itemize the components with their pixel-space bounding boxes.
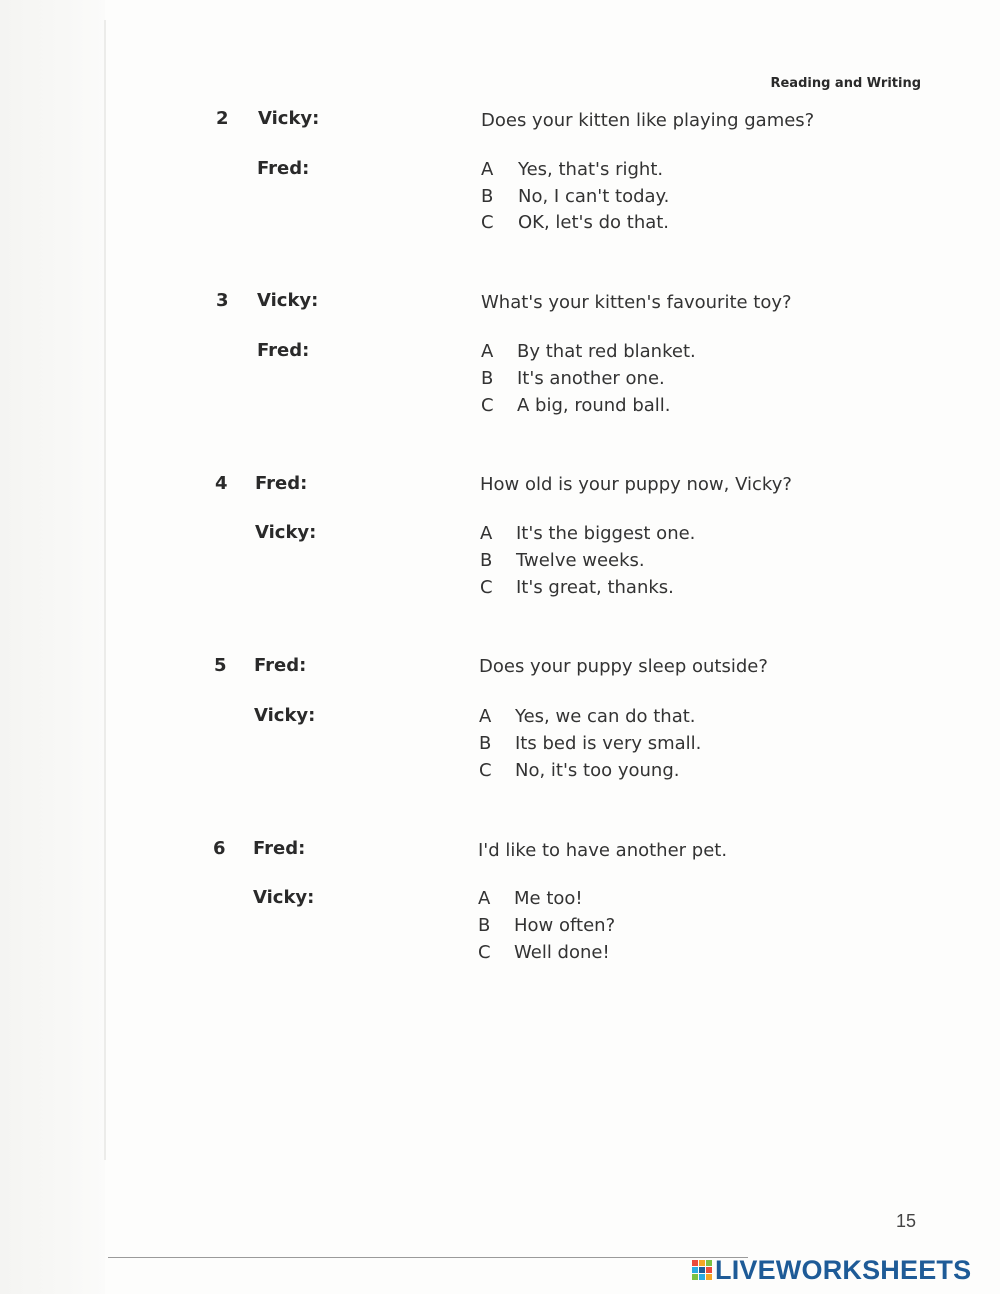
option-c-letter: C: [481, 395, 494, 416]
page-number: 15: [896, 1211, 917, 1231]
speaker-prompt: Vicky:: [258, 108, 320, 129]
option-a[interactable]: By that red blanket.: [517, 341, 696, 362]
speaker-prompt: Fred:: [255, 473, 308, 494]
liveworksheets-logo-text: LIVEWORKSHEETS: [715, 1255, 972, 1285]
option-c[interactable]: It's great, thanks.: [516, 577, 674, 598]
option-a-letter: A: [481, 159, 494, 180]
question-number: 5: [214, 655, 227, 676]
option-b[interactable]: Twelve weeks.: [516, 550, 645, 571]
option-c[interactable]: OK, let's do that.: [518, 212, 670, 233]
liveworksheets-logo-icon: [692, 1260, 712, 1280]
option-c[interactable]: Well done!: [514, 942, 610, 963]
option-b[interactable]: No, I can't today.: [518, 186, 670, 207]
prompt-text: What's your kitten's favourite toy?: [481, 292, 792, 313]
speaker-response: Vicky:: [255, 522, 317, 543]
option-a-letter: A: [479, 706, 492, 727]
option-c-letter: C: [481, 212, 494, 233]
option-b-letter: B: [481, 186, 494, 207]
option-c[interactable]: A big, round ball.: [517, 395, 671, 416]
scan-margin-shadow: [0, 0, 105, 1294]
prompt-text: Does your kitten like playing games?: [481, 110, 815, 131]
option-a-letter: A: [478, 888, 491, 909]
liveworksheets-logo[interactable]: [692, 1256, 971, 1284]
prompt-text: Does your puppy sleep outside?: [479, 656, 768, 677]
option-b[interactable]: Its bed is very small.: [515, 733, 702, 754]
option-c-letter: C: [478, 942, 491, 963]
footer-divider: [108, 1257, 748, 1258]
option-b[interactable]: How often?: [514, 915, 616, 936]
option-b-letter: B: [479, 733, 492, 754]
option-b-letter: B: [481, 368, 494, 389]
option-b-letter: B: [478, 915, 491, 936]
option-a[interactable]: Me too!: [514, 888, 583, 909]
option-a-letter: A: [480, 523, 493, 544]
option-a[interactable]: It's the biggest one.: [516, 523, 696, 544]
option-c[interactable]: No, it's too young.: [515, 760, 680, 781]
prompt-text: I'd like to have another pet.: [478, 840, 728, 861]
section-header: Reading and Writing: [770, 76, 921, 91]
option-b[interactable]: It's another one.: [517, 368, 665, 389]
question-number: 3: [216, 290, 229, 311]
option-c-letter: C: [480, 577, 493, 598]
option-a[interactable]: Yes, we can do that.: [515, 706, 696, 727]
option-c-letter: C: [479, 760, 492, 781]
question-number: 2: [216, 108, 229, 129]
speaker-response: Fred:: [257, 158, 310, 179]
scan-margin-edge: [104, 20, 106, 1160]
option-a-letter: A: [481, 341, 494, 362]
speaker-response: Vicky:: [253, 887, 315, 908]
option-b-letter: B: [480, 550, 493, 571]
speaker-prompt: Fred:: [254, 655, 307, 676]
question-number: 4: [215, 473, 228, 494]
prompt-text: How old is your puppy now, Vicky?: [480, 474, 792, 495]
speaker-prompt: Fred:: [253, 838, 306, 859]
question-number: 6: [213, 838, 226, 859]
speaker-response: Vicky:: [254, 705, 316, 726]
speaker-response: Fred:: [257, 340, 310, 361]
option-a[interactable]: Yes, that's right.: [518, 159, 664, 180]
speaker-prompt: Vicky:: [257, 290, 319, 311]
